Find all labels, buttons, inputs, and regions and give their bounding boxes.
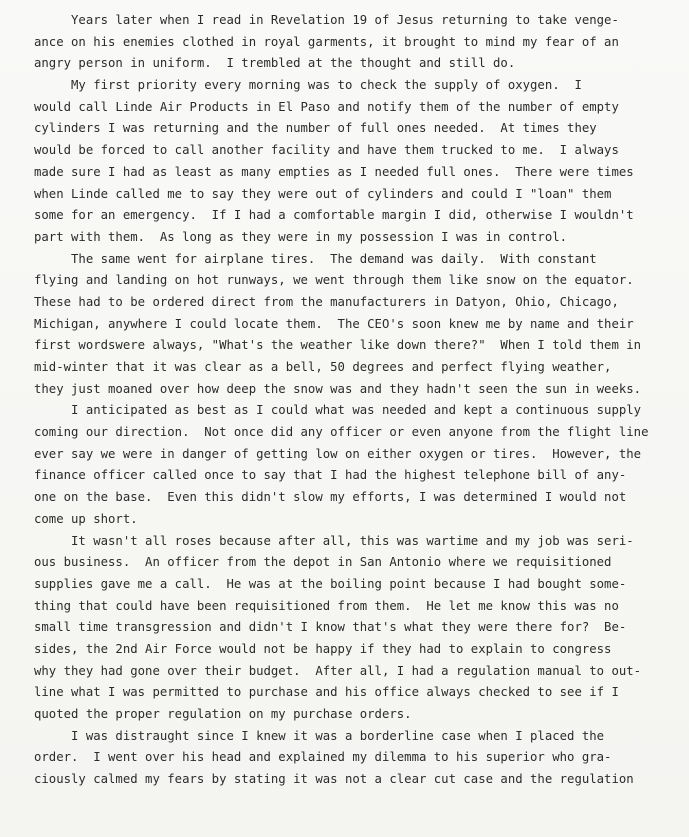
text-line: My first priority every morning was to check the supply of oxygen. I	[34, 78, 582, 93]
text-line: I anticipated as best as I could what was needed and kept a continuous supply	[34, 403, 642, 418]
text-line: Michigan, anywhere I could locate them. The CEO's soon knew me by name and their	[34, 316, 634, 331]
text-line: quoted the proper regulation on my purchase orders.	[34, 707, 412, 721]
text-line: mid-winter that it was clear as a bell, 50 degrees and perfect flying weather,	[34, 360, 612, 374]
text-line: first wordswere always, "What's the weather like down there?" When I told them in	[34, 338, 642, 353]
text-line: when Linde called me to say they were out of cylinders and could I "loan" them	[34, 186, 612, 201]
text-line: It wasn't all roses because after all, this was wartime and my job was seri-	[34, 533, 634, 548]
text-line: I was distraught since I knew it was a borderline case when I placed the	[34, 728, 605, 743]
text-line: order. I went over his head and explained my dilemma to his superior who gra-	[34, 750, 612, 765]
text-line: some for an emergency. If I had a comfortable margin I did, otherwise I wouldn't	[34, 208, 634, 223]
text-line: made sure I had as least as many empties as I needed full ones. There were times	[34, 164, 634, 179]
text-line: ance on his enemies clothed in royal garments, it brought to mind my fear of an	[34, 34, 619, 49]
text-line: coming our direction. Not once did any officer or even anyone from the flight line	[34, 425, 649, 440]
text-line: thing that could have been requisitioned from them. He let me know this was no	[34, 598, 619, 613]
text-line: would call Linde Air Products in El Paso and notify them of the number of empty	[34, 99, 619, 114]
text-line: ciously calmed my fears by stating it was not a clear cut case and the regulation	[34, 772, 634, 787]
text-line: The same went for airplane tires. The demand was daily. With constant	[34, 251, 597, 266]
text-line: small time transgression and didn't I know that's what they were there for? Be-	[34, 620, 627, 635]
text-line: ever say we were in danger of getting low on either oxygen or tires. However, the	[34, 446, 642, 461]
text-line: Years later when I read in Revelation 19 of Jesus returning to take venge-	[34, 13, 619, 27]
text-line: supplies gave me a call. He was at the boiling point because I had bought some-	[34, 576, 627, 591]
text-line: one on the base. Even this didn't slow my efforts, I was determined I would not	[34, 490, 627, 505]
text-line: finance officer called once to say that I had the highest telephone bill of any-	[34, 468, 627, 483]
document-body	[34, 10, 674, 791]
text-line: come up short.	[34, 511, 138, 526]
text-line: would be forced to call another facility and have them trucked to me. I always	[34, 143, 619, 158]
text-line: flying and landing on hot runways, we went through them like snow on the equator.	[34, 273, 634, 288]
text-line: ous business. An officer from the depot in San Antonio where we requisitioned	[34, 555, 612, 570]
text-line: part with them. As long as they were in my possession I was in control.	[34, 229, 568, 244]
text-line: angry person in uniform. I trembled at the thought and still do.	[34, 56, 516, 71]
text-line: line what I was permitted to purchase and his office always checked to see if I	[34, 685, 619, 700]
text-line: why they had gone over their budget. After all, I had a regulation manual to out-	[34, 663, 642, 678]
text-line: sides, the 2nd Air Force would not be happy if they had to explain to congress	[34, 641, 612, 656]
text-line: These had to be ordered direct from the manufacturers in Datyon, Ohio, Chicago,	[34, 294, 619, 309]
text-line: they just moaned over how deep the snow was and they hadn't seen the sun in weeks.	[34, 381, 642, 396]
text-line: cylinders I was returning and the number of full ones needed. At times they	[34, 121, 597, 136]
